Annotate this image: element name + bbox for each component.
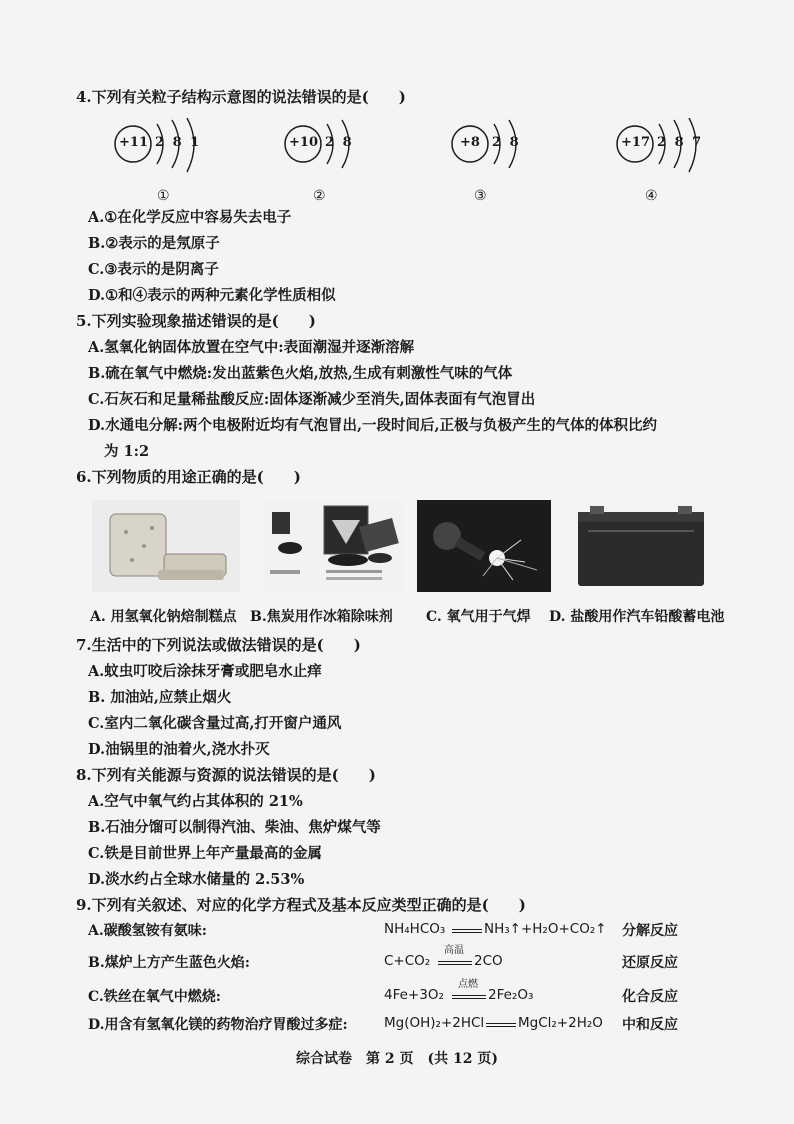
q9-option-d-desc: D.用含有氢氧化镁的药物治疗胃酸过多症: — [88, 1017, 348, 1033]
q5-option-d: D.水通电分解:两个电极附近均有气泡冒出,一段时间后,正极与负极产生的气体的体积比约 — [88, 417, 658, 434]
q9-c-lhs: 4Fe+3O₂ — [384, 987, 444, 1003]
q8-option-a: A.空气中氧气约占其体积的 21% — [88, 793, 303, 810]
q4-option-d: D.①和④表示的两种元素化学性质相似 — [88, 287, 336, 304]
atom-diagram-1 — [113, 118, 233, 208]
equation-equals-icon — [438, 964, 472, 965]
q9-option-c-desc: C.铁丝在氧气中燃烧: — [88, 989, 221, 1005]
bread-icon — [92, 500, 240, 592]
charcoal-photo — [262, 500, 404, 592]
q9-c-rhs: 2Fe₂O₃ — [488, 987, 534, 1003]
q8-option-b: B.石油分馏可以制得汽油、柴油、焦炉煤气等 — [88, 819, 381, 836]
atom-shells-graphic — [450, 118, 570, 188]
q9-d-lhs: Mg(OH)₂+2HCl — [384, 1015, 485, 1031]
q9-a-rhs: NH₃↑+H₂O+CO₂↑ — [484, 921, 607, 937]
page-footer: 综合试卷 第 2 页 (共 12 页) — [296, 1051, 498, 1067]
q7-option-c: C.室内二氧化碳含量过高,打开窗户通风 — [88, 715, 342, 732]
q5-option-d-cont: 为 1:2 — [104, 443, 150, 460]
q7-option-a: A.蚊虫叮咬后涂抹牙膏或肥皂水止痒 — [88, 663, 322, 680]
q8-stem: 8.下列有关能源与资源的说法错误的是( ) — [76, 766, 376, 784]
q4-option-a: A.①在化学反应中容易失去电子 — [88, 209, 292, 226]
q9-c-type: 化合反应 — [622, 989, 678, 1005]
q6-option-c: C. 氧气用于气焊 — [426, 609, 531, 625]
equation-equals-icon — [486, 1026, 516, 1027]
electron-shells: 2 8 7 — [657, 135, 704, 150]
q4-option-b: B.②表示的是氖原子 — [88, 235, 220, 252]
q9-option-a-desc: A.碳酸氢铵有氨味: — [88, 923, 207, 939]
q5-stem: 5.下列实验现象描述错误的是( ) — [76, 312, 316, 330]
q5-option-a: A.氢氧化钠固体放置在空气中:表面潮湿并逐渐溶解 — [88, 339, 415, 356]
q8-option-d: D.淡水约占全球水储量的 2.53% — [88, 871, 305, 888]
q7-option-d: D.油锅里的油着火,浇水扑灭 — [88, 741, 270, 758]
q9-a-lhs: NH₄HCO₃ — [384, 921, 446, 937]
q9-b-lhs: C+CO₂ — [384, 953, 431, 969]
q9-c-condition: 点燃 — [458, 979, 478, 990]
q4-stem: 4.下列有关粒子结构示意图的说法错误的是( ) — [76, 88, 406, 106]
q5-option-b: B.硫在氧气中燃烧:发出蓝紫色火焰,放热,生成有刺激性气味的气体 — [88, 365, 513, 382]
q6-stem: 6.下列物质的用途正确的是( ) — [76, 468, 301, 486]
welding-photo — [417, 500, 551, 592]
q9-b-rhs: 2CO — [474, 953, 503, 969]
atom-diagrams — [95, 118, 735, 208]
electron-shells: 2 8 — [325, 135, 354, 150]
q5-option-c: C.石灰石和足量稀盐酸反应:固体逐渐减少至消失,固体表面有气泡冒出 — [88, 391, 536, 408]
atom-diagram-4 — [615, 118, 735, 208]
q9-d-rhs: MgCl₂+2H₂O — [518, 1015, 603, 1031]
electron-shells: 2 8 1 — [155, 135, 202, 150]
battery-icon — [572, 500, 710, 592]
q7-stem: 7.生活中的下列说法或做法错误的是( ) — [76, 636, 361, 654]
q9-b-condition: 高温 — [444, 945, 464, 956]
equation-equals-icon — [452, 998, 486, 999]
atom-diagram-2 — [283, 118, 403, 208]
electron-shells: 2 8 — [492, 135, 521, 150]
q8-option-c: C.铁是目前世界上年产量最高的金属 — [88, 845, 322, 862]
q7-option-b: B. 加油站,应禁止烟火 — [88, 689, 232, 706]
equation-equals-icon — [452, 995, 486, 996]
equation-equals-icon — [452, 929, 482, 930]
nucleus-charge: +17 — [621, 135, 650, 150]
battery-photo — [572, 500, 710, 592]
welding-spark-icon — [417, 500, 551, 592]
atom-shells-graphic — [283, 118, 403, 188]
atom-label: ③ — [474, 188, 487, 204]
nucleus-charge: +8 — [460, 135, 480, 150]
equation-equals-icon — [486, 1023, 516, 1024]
q6-option-a: A. 用氢氧化钠焙制糕点 — [90, 609, 237, 625]
atom-shells-graphic — [615, 118, 735, 188]
q9-b-type: 还原反应 — [622, 955, 678, 971]
q6-option-b: B.焦炭用作冰箱除味剂 — [250, 609, 393, 625]
atom-diagram-3 — [450, 118, 570, 208]
nucleus-charge: +11 — [119, 135, 148, 150]
equation-equals-icon — [438, 961, 472, 962]
cake-photo — [92, 500, 240, 592]
atom-label: ① — [157, 188, 170, 204]
q4-option-c: C.③表示的是阴离子 — [88, 261, 219, 278]
q6-option-d: D. 盐酸用作汽车铅酸蓄电池 — [549, 609, 725, 625]
q9-d-type: 中和反应 — [622, 1017, 678, 1033]
charcoal-pack-icon — [262, 500, 404, 592]
atom-shells-graphic — [113, 118, 233, 188]
q9-option-b-desc: B.煤炉上方产生蓝色火焰: — [88, 955, 250, 971]
nucleus-charge: +10 — [289, 135, 318, 150]
atom-label: ④ — [645, 188, 658, 204]
atom-label: ② — [313, 188, 326, 204]
q9-a-type: 分解反应 — [622, 923, 678, 939]
q9-stem: 9.下列有关叙述、对应的化学方程式及基本反应类型正确的是( ) — [76, 896, 526, 914]
equation-equals-icon — [452, 932, 482, 933]
